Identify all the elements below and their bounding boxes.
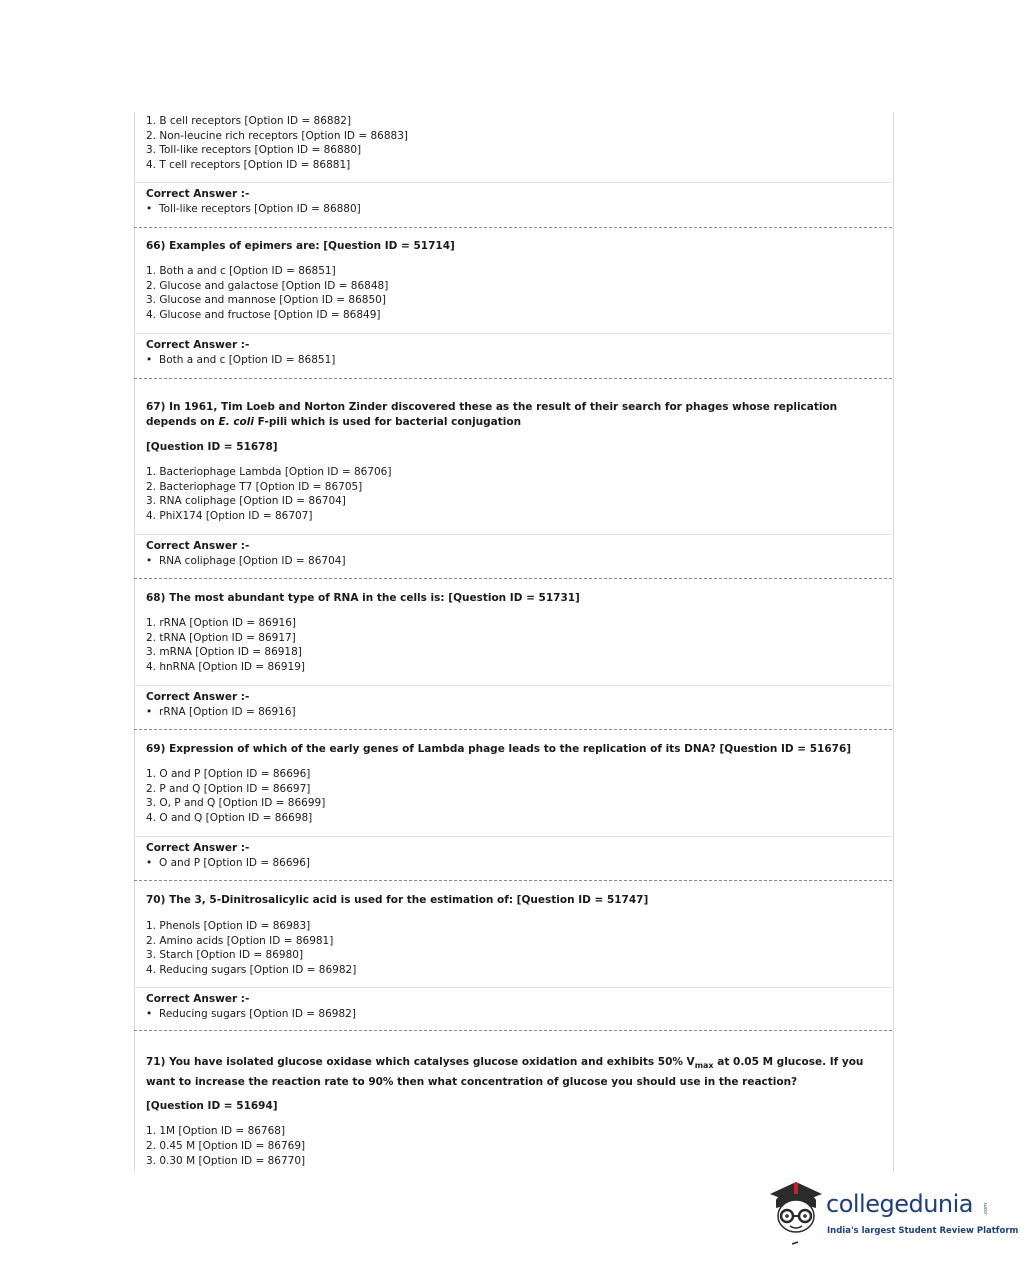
question-title-italic: E. coli (218, 416, 254, 428)
correct-answer-text: O and P [Option ID = 86696] (159, 857, 310, 869)
section-divider (134, 182, 892, 183)
correct-answer-text: RNA coliphage [Option ID = 86704] (159, 555, 346, 567)
option-item: 1. B cell receptors [Option ID = 86882] (146, 115, 352, 127)
option-item: 3. O, P and Q [Option ID = 86699] (146, 797, 326, 810)
option-item: 2. Amino acids [Option ID = 86981] (146, 934, 334, 947)
option-item: 1. O and P [Option ID = 86696] (146, 768, 311, 780)
correct-answer-label: Correct Answer :- (146, 188, 250, 200)
question-title-part: F-pili which is used for bacterial conjugation (253, 416, 522, 428)
correct-answer-text: Toll-like receptors [Option ID = 86880] (159, 203, 361, 215)
question-divider (134, 378, 892, 379)
question-id: [Question ID = 51694] (146, 1100, 278, 1113)
correct-answer-item: • Reducing sugars [Option ID = 86982] (146, 1008, 356, 1020)
option-item: 2. tRNA [Option ID = 86917] (146, 631, 296, 644)
option-item: 1. rRNA [Option ID = 86916] (146, 617, 296, 629)
section-divider (134, 333, 892, 334)
question-title-part: 71) You have isolated glucose oxidase which catalyses glucose oxidation and exhibits 50% V (146, 1056, 695, 1068)
question-66 (134, 239, 892, 323)
question-68 (134, 591, 892, 675)
correct-answer-item: • Both a and c [Option ID = 86851] (146, 354, 336, 366)
option-item: 3. Toll-like receptors [Option ID = 86880] (146, 144, 362, 157)
option-item: 4. T cell receptors [Option ID = 86881] (146, 159, 351, 172)
question-69 (134, 742, 892, 826)
q66-correct-answer (134, 338, 892, 368)
option-item: 1. 1M [Option ID = 86768] (146, 1125, 286, 1138)
correct-answer-text: rRNA [Option ID = 86916] (159, 706, 296, 718)
option-item: 2. 0.45 M [Option ID = 86769] (146, 1139, 306, 1152)
option-item: 3. RNA coliphage [Option ID = 86704] (146, 495, 346, 508)
question-title-part: 67) In 1961, Tim Loeb and Norton Zinder discovered these as the result of their search for phages whose replication depends on (146, 401, 838, 428)
question-title (146, 1054, 880, 1090)
option-item: 3. mRNA [Option ID = 86918] (146, 646, 302, 659)
question-71 (134, 1054, 892, 1168)
correct-answer-label: Correct Answer :- (146, 691, 250, 703)
q68-correct-answer (134, 690, 892, 720)
question-67 (134, 400, 892, 524)
question-title (146, 400, 880, 430)
option-item: 1. Phenols [Option ID = 86983] (146, 920, 311, 932)
correct-answer-item: • RNA coliphage [Option ID = 86704] (146, 555, 346, 567)
section-divider (134, 534, 892, 535)
question-title-subscript: max (694, 1061, 714, 1071)
section-divider (134, 685, 892, 686)
section-divider (134, 836, 892, 837)
option-item: 3. Starch [Option ID = 86980] (146, 949, 304, 962)
option-item: 2. Glucose and galactose [Option ID = 86848] (146, 279, 389, 292)
option-item: 4. PhiX174 [Option ID = 86707] (146, 510, 313, 523)
question-title: 69) Expression of which of the early genes of Lambda phage leads to the replication of its DNA? [Question ID = 51676] (146, 743, 852, 755)
q70-correct-answer (134, 992, 892, 1022)
option-item: 2. P and Q [Option ID = 86697] (146, 782, 311, 795)
option-item: 3. Glucose and mannose [Option ID = 86850] (146, 294, 386, 307)
correct-answer-label: Correct Answer :- (146, 339, 250, 351)
option-item: 4. O and Q [Option ID = 86698] (146, 812, 313, 825)
option-item: 4. Reducing sugars [Option ID = 86982] (146, 964, 357, 977)
prev-correct-answer (134, 187, 892, 217)
option-item: 1. Bacteriophage Lambda [Option ID = 86706] (146, 466, 392, 478)
option-item: 4. Glucose and fructose [Option ID = 86849] (146, 309, 381, 322)
correct-answer-text: Both a and c [Option ID = 86851] (159, 354, 336, 366)
q69-correct-answer (134, 841, 892, 871)
question-title: 70) The 3, 5-Dinitrosalicylic acid is used for the estimation of: [Question ID = 51747] (146, 894, 649, 906)
correct-answer-item: • O and P [Option ID = 86696] (146, 857, 310, 869)
question-title: 66) Examples of epimers are: [Question ID = 51714] (146, 240, 455, 252)
correct-answer-label: Correct Answer :- (146, 842, 250, 854)
option-item: 2. Bacteriophage T7 [Option ID = 86705] (146, 480, 363, 493)
prev-question-options (134, 114, 892, 173)
option-item: 1. Both a and c [Option ID = 86851] (146, 265, 336, 277)
question-divider (134, 880, 892, 881)
collegedunia-logo-icon (766, 1178, 826, 1250)
correct-answer-label: Correct Answer :- (146, 993, 250, 1005)
q67-correct-answer (134, 539, 892, 569)
question-title: 68) The most abundant type of RNA in the cells is: [Question ID = 51731] (146, 592, 580, 604)
brand-suffix: .com (983, 1203, 989, 1216)
question-title-part: at 0.05 M glucose. If you want to increase the reaction rate to 90% then what concentration of glucose you should use in the reaction? (146, 1056, 864, 1089)
question-divider (134, 1030, 892, 1031)
option-item: 4. hnRNA [Option ID = 86919] (146, 661, 305, 674)
question-divider (134, 227, 892, 228)
option-item: 2. Non-leucine rich receptors [Option ID = 86883] (146, 129, 408, 142)
option-item: 3. 0.30 M [Option ID = 86770] (146, 1154, 306, 1167)
correct-answer-text: Reducing sugars [Option ID = 86982] (159, 1008, 356, 1020)
section-divider (134, 987, 892, 988)
correct-answer-item: • Toll-like receptors [Option ID = 86880] (146, 203, 361, 215)
brand-tagline: India's largest Student Review Platform (827, 1226, 1019, 1236)
question-divider (134, 578, 892, 579)
question-id: [Question ID = 51678] (146, 441, 278, 453)
correct-answer-item: • rRNA [Option ID = 86916] (146, 706, 296, 718)
correct-answer-label: Correct Answer :- (146, 540, 250, 552)
question-70 (134, 893, 892, 978)
brand-name: collegedunia (826, 1190, 974, 1218)
question-divider (134, 729, 892, 730)
